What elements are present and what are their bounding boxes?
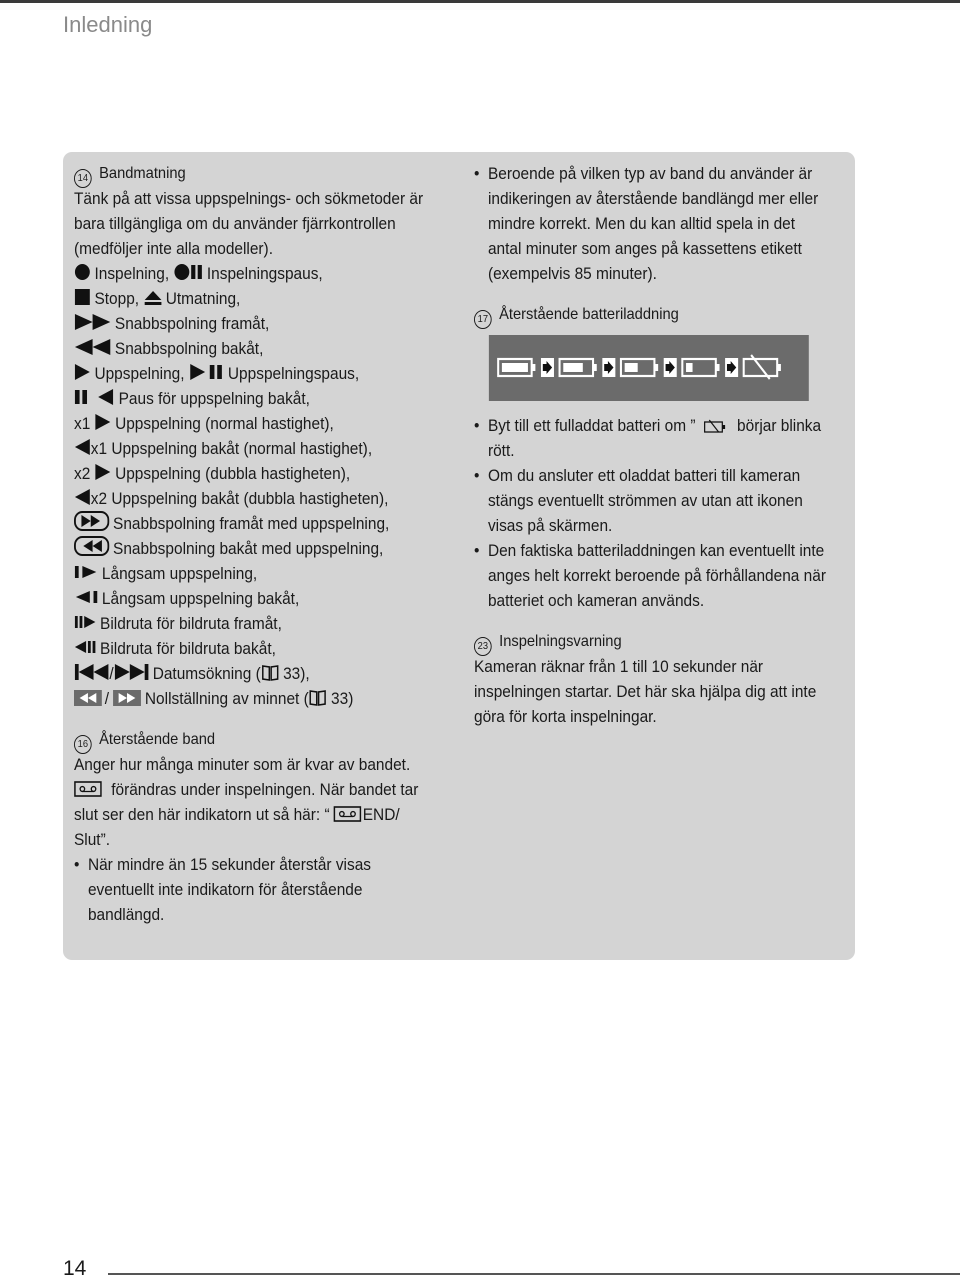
- list-item: Snabbspolning bakåt med uppspelning,: [74, 536, 455, 561]
- frame-reverse-icon: [74, 638, 96, 656]
- battery-level-icon: [621, 359, 658, 376]
- text-line: antal minuter som anges på kassettens etikett: [487, 239, 802, 258]
- text-line: bara tillgängliga om du använder fjärrkontrollen: [74, 214, 396, 233]
- remote-rewind-icon: [74, 690, 102, 706]
- list-item: x1 Uppspelning (normal hastighet),: [74, 414, 334, 433]
- bullet-item: • Beroende på vilken typ av band du använder är: [474, 164, 813, 183]
- right-column: [474, 161, 855, 729]
- text-line: anges helt korrekt beroende på förhållandena när: [487, 566, 826, 585]
- list-item: Snabbspolning framåt,: [74, 311, 455, 336]
- left-column: [74, 161, 455, 927]
- book-icon: [261, 664, 280, 681]
- bullet-item: • Byt till ett fulladdat batteri om ” börjar blinka: [474, 416, 822, 435]
- text-line: inspelningen startar. Det här ska hjälpa dig att inte: [474, 682, 817, 701]
- section-23-heading: 23 Inspelningsvarning: [474, 629, 855, 654]
- slow-reverse-icon: [74, 588, 98, 606]
- reverse-play-icon: [74, 438, 91, 456]
- list-item: x2 Uppspelning bakåt (dubbla hastigheten),: [74, 486, 455, 511]
- arrow-right-icon: [602, 358, 615, 377]
- text-line: eventuellt inte indikatorn för återstående: [87, 880, 363, 899]
- list-item: Bildruta för bildruta framåt,: [74, 611, 455, 636]
- battery-level-graphic: [489, 335, 809, 401]
- circled-number: 23: [474, 637, 492, 656]
- text-line: batteriet och kameran används.: [487, 591, 705, 610]
- arrow-right-icon: [541, 358, 554, 377]
- fast-forward-icon: [74, 313, 111, 331]
- arrow-right-icon: [725, 358, 738, 377]
- text-line: indikeringen av återstående bandlängd mer eller: [487, 189, 819, 208]
- section-14-heading: 14 Bandmatning: [74, 161, 455, 186]
- text-line: Anger hur många minuter som är kvar av bandet.: [74, 755, 411, 774]
- text-line: (exempelvis 85 minuter).: [487, 264, 657, 283]
- play-icon: [74, 363, 91, 381]
- text-line: Slut”.: [74, 830, 111, 849]
- play-fast-forward-icon: [74, 511, 109, 531]
- list-item: Inspelning, Inspelningspaus,: [74, 261, 455, 286]
- battery-level-strip: [489, 335, 809, 401]
- skip-forward-icon: [114, 663, 149, 681]
- frame-advance-icon: [74, 613, 96, 631]
- skip-back-icon: [74, 663, 109, 681]
- text-line: Tänk på att vissa uppspelnings- och sökmetoder är: [74, 189, 424, 208]
- text-line: mindre korrekt. Men du kan alltid spela in det: [487, 214, 796, 233]
- eject-icon: [143, 288, 162, 306]
- rewind-icon: [74, 338, 111, 356]
- list-item: Bildruta för bildruta bakåt,: [74, 636, 455, 661]
- empty-battery-icon: [704, 419, 726, 433]
- bottom-rule: [108, 1273, 960, 1275]
- text-line: göra för korta inspelningar.: [474, 707, 657, 726]
- section-header: Inledning: [63, 12, 153, 37]
- list-item: Paus för uppspelning bakåt,: [74, 386, 455, 411]
- page-number: 14: [63, 1257, 87, 1280]
- text-line: rött.: [487, 441, 515, 460]
- play-rewind-icon: [74, 536, 109, 556]
- stop-icon: [74, 288, 91, 306]
- text-line: förändras under inspelningen. När bandet tar: [74, 777, 455, 802]
- tape-cassette-icon: [334, 806, 362, 822]
- arrow-right-icon: [664, 358, 677, 377]
- reverse-pause-icon: [74, 388, 115, 406]
- battery-level-icon: [560, 359, 597, 376]
- text-line: bandlängd.: [87, 905, 165, 924]
- record-icon: [74, 263, 91, 281]
- list-item: Stopp, Utmatning,: [74, 286, 455, 311]
- bullet-item: • När mindre än 15 sekunder återstår visas: [74, 855, 372, 874]
- circled-number: 14: [74, 169, 92, 188]
- text-line: visas på skärmen.: [487, 516, 613, 535]
- list-item: x1 Uppspelning bakåt (normal hastighet),: [74, 436, 455, 461]
- tape-cassette-icon: [74, 781, 102, 797]
- list-item: Uppspelning, Uppspelningspaus,: [74, 361, 455, 386]
- list-item: / Nollställning av minnet ( 33): [74, 686, 455, 711]
- top-rule: [0, 0, 960, 3]
- play-icon: [95, 463, 112, 481]
- text-line: Kameran räknar från 1 till 10 sekunder när: [474, 657, 764, 676]
- circled-number: 17: [474, 310, 492, 329]
- bullet-item: • Om du ansluter ett oladdat batteri till kameran: [474, 466, 801, 485]
- circled-number: 16: [74, 735, 92, 754]
- reverse-play-icon: [74, 488, 91, 506]
- section-16-heading: 16 Återstående band: [74, 727, 455, 752]
- slow-play-icon: [74, 563, 98, 581]
- record-pause-icon: [173, 263, 203, 281]
- list-item: Långsam uppspelning,: [74, 561, 455, 586]
- list-item: / Datumsökning ( 33),: [74, 661, 455, 686]
- book-icon: [309, 689, 328, 706]
- list-item: Långsam uppspelning bakåt,: [74, 586, 455, 611]
- remote-forward-icon: [113, 690, 141, 706]
- battery-level-icon: [744, 355, 781, 379]
- play-pause-icon: [189, 363, 224, 381]
- battery-level-icon: [682, 359, 719, 376]
- play-icon: [95, 413, 112, 431]
- list-item: Snabbspolning framåt med uppspelning,: [74, 511, 455, 536]
- section-17-heading: 17 Återstående batteriladdning: [474, 302, 855, 327]
- list-item: Snabbspolning bakåt,: [74, 336, 455, 361]
- text-line: stängs eventuellt strömmen av utan att ikonen: [487, 491, 803, 510]
- bullet-item: • Den faktiska batteriladdningen kan eventuellt inte: [474, 541, 825, 560]
- battery-level-icon: [498, 359, 535, 376]
- list-item: x2 Uppspelning (dubbla hastigheten),: [74, 464, 351, 483]
- text-line: (medföljer inte alla modeller).: [74, 239, 273, 258]
- text-line: slut ser den här indikatorn ut så här: “ END/: [74, 805, 400, 824]
